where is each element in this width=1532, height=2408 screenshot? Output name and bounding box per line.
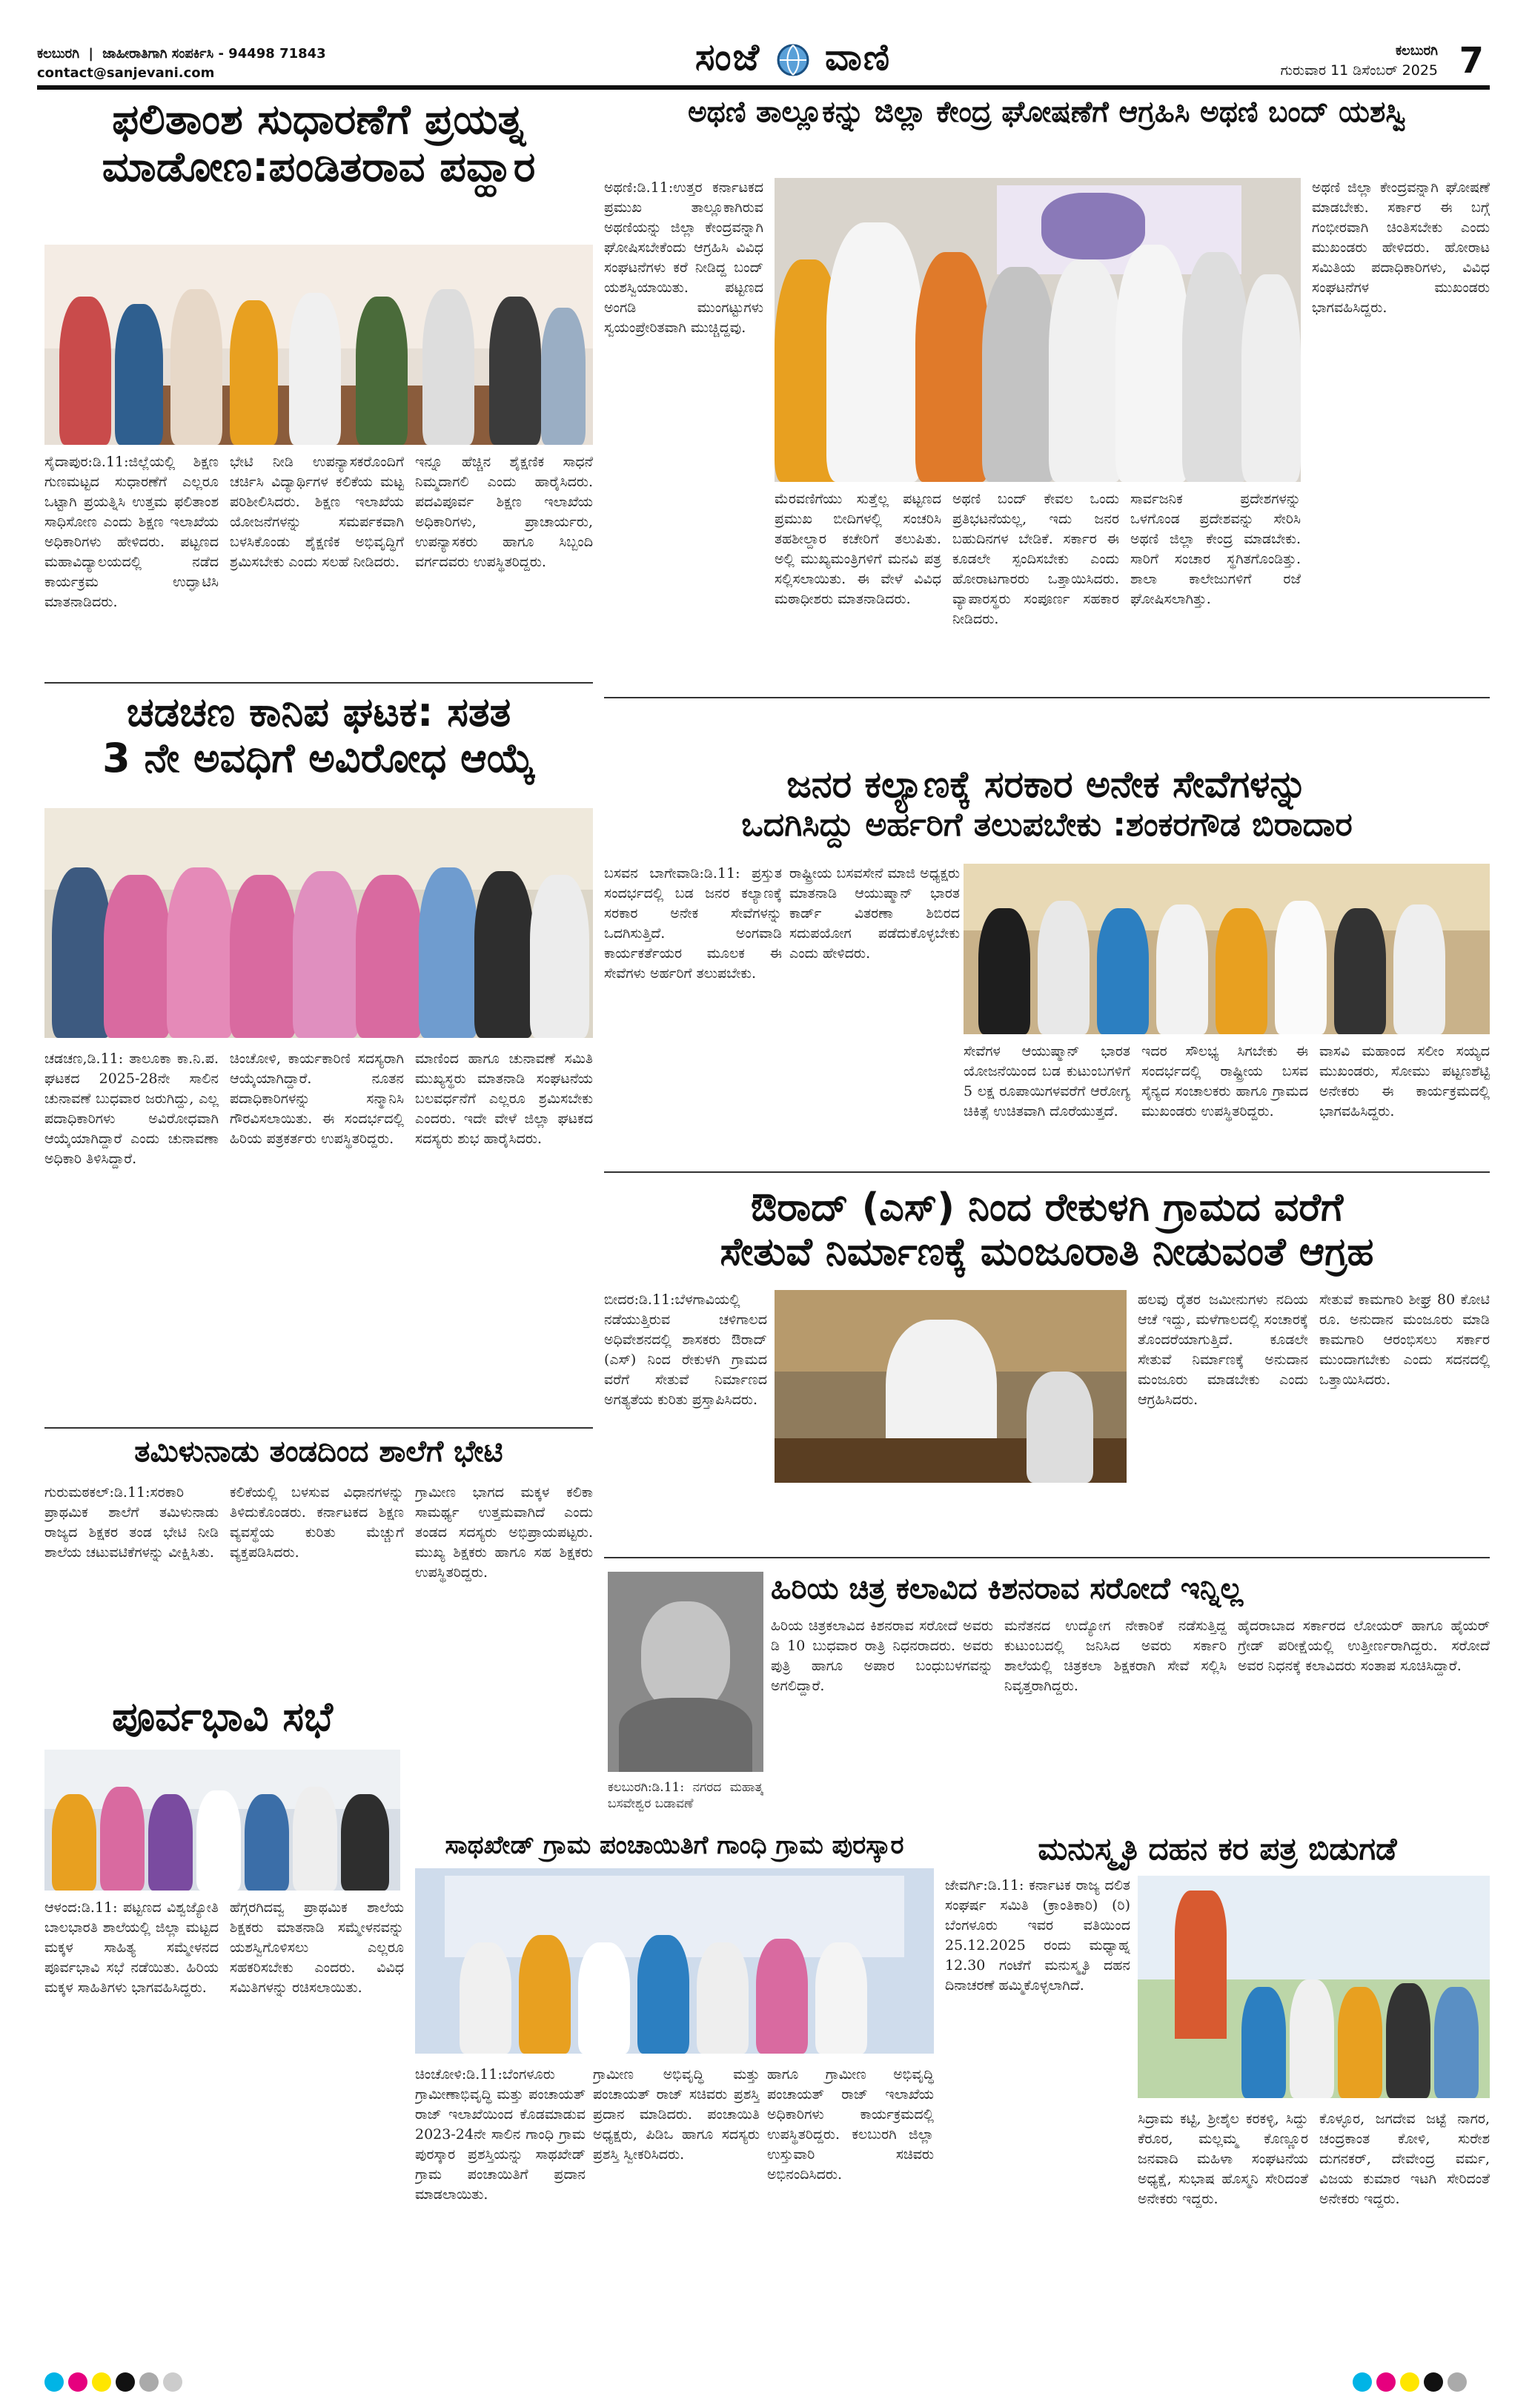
a9-col3: ಹಾಗೂ ಗ್ರಾಮೀಣ ಅಭಿವೃದ್ಧಿ ಪಂಚಾಯತ್ ರಾಜ್ ಇಲಾಖೆಯ ಅಧಿಕಾರಿಗಳು ಕಾರ್ಯಕ್ರಮದಲ್ಲಿ ಉಪಸ್ಥಿತರಿದ್ದರು. ಕಲಬುರಗಿ ಜಿಲ್ಲಾ ಉಸ್ತುವಾರಿ ಸಚಿವರು ಅಭಿನಂದಿಸಿದರು. xyxy=(767,2066,934,2183)
a7-divider xyxy=(604,1557,1490,1558)
masthead-ad-line: ಜಾಹೀರಾತಿಗಾಗಿ ಸಂಪರ್ಕಿಸಿ - 94498 71843 xyxy=(102,46,326,62)
a3-headline-line2: 3 ನೇ ಅವಧಿಗೆ ಅವಿರೋಧ ಆಯ್ಕೆ xyxy=(102,735,535,782)
a2-divider xyxy=(604,697,1490,698)
a6-col4: ಇದರ ಸೌಲಭ್ಯ ಸಿಗಬೇಕು ಈ ಸಂದರ್ಭದಲ್ಲಿ ರಾಷ್ಟ್ರೀಯ ಬಸವ ಸೈನ್ಯದ ಸಂಚಾಲಕರು ಹಾಗೂ ಗ್ರಾಮದ ಮುಖಂಡರು ಉಪಸ್ಥಿತರಿದ್ದರು. xyxy=(1141,1043,1308,1119)
masthead-date: ಗುರುವಾರ 11 ಡಿಸೆಂಬರ್ 2025 xyxy=(1280,62,1438,79)
a8-col2: ಮನೆತನದ ಉದ್ಯೋಗ ನೇಕಾರಿಕೆ ನಡೆಸುತ್ತಿದ್ದ ಕುಟುಂಬದಲ್ಲಿ ಜನಿಸಿದ ಅವರು ಸರ್ಕಾರಿ ಶಾಲೆಯಲ್ಲಿ ಚಿತ್ರಕಲಾ ಶಿಕ್ಷಕರಾಗಿ ಸೇವೆ ಸಲ್ಲಿಸಿ ನಿವೃತ್ತರಾಗಿದ್ದರು. xyxy=(1004,1618,1227,1694)
registration-dots-left xyxy=(44,2372,208,2395)
a6-col3: ಸೇವೆಗಳ ಆಯುಷ್ಮಾನ್ ಭಾರತ ಯೋಜನೆಯಿಂದ ಬಡ ಕುಟುಂಬಗಳಿಗೆ 5 ಲಕ್ಷ ರೂಪಾಯಿಗಳವರೆಗೆ ಆರೋಗ್ಯ ಚಿಕಿತ್ಸೆ ಉಚಿತವಾಗಿ ದೊರೆಯುತ್ತದೆ. xyxy=(964,1043,1130,1119)
a7-col1: ಬೀದರ:ಡಿ.11:ಬೆಳಗಾವಿಯಲ್ಲಿ ನಡೆಯುತ್ತಿರುವ ಚಳಿಗಾಲದ ಅಧಿವೇಶನದಲ್ಲಿ ಶಾಸಕರು ಔರಾದ್ (ಎಸ್) ನಿಂದ ರೇಕುಳಗಿ ಗ್ರಾಮದ ವರೆಗೆ ಸೇತುವೆ ನಿರ್ಮಾಣದ ಅಗತ್ಯತೆಯ ಕುರಿತು ಪ್ರಸ್ತಾಪಿಸಿದರು. xyxy=(604,1291,767,1408)
a2-col3: ಅಥಣಿ ಬಂದ್ ಕೇವಲ ಒಂದು ಪ್ರತಿಭಟನೆಯಲ್ಲ, ಇದು ಜನರ ಬಹುದಿನಗಳ ಬೇಡಿಕೆ. ಸರ್ಕಾರ ಈ ಕೂಡಲೇ ಸ್ಪಂದಿಸಬೇಕು ಎಂದು ಹೋರಾಟಗಾರರು ಒತ್ತಾಯಿಸಿದರು. ವ್ಯಾಪಾರಸ್ಥರು ಸಂಪೂರ್ಣ ಸಹಕಾರ ನೀಡಿದರು. xyxy=(952,491,1119,627)
a10-photo xyxy=(1138,1876,1490,2098)
a3-headline-line1: ಚಡಚಣ ಕಾನಿಪ ಘಟಕ: ಸತತ xyxy=(126,689,511,735)
a1-headline-line2: ಮಾಡೋಣ:ಪಂಡಿತರಾವ ಪವ್ಹಾರ xyxy=(102,143,536,192)
masthead-logo xyxy=(652,36,934,80)
logo-text-right: ವಾಣಿ xyxy=(825,36,892,79)
a6-col5: ವಾಸವಿ ಮಹಾಂದ ಸಲೀಂ ಸಯ್ಯದ ಮುಖಂಡರು, ಸೋಮು ಪಟ್ಟಣಶೆಟ್ಟಿ ಅನೇಕರು ಈ ಕಾರ್ಯಕ್ರಮದಲ್ಲಿ ಭಾಗವಹಿಸಿದ್ದರು. xyxy=(1319,1043,1490,1119)
masthead-rule xyxy=(37,85,1490,90)
masthead xyxy=(37,0,1490,89)
a7-headline xyxy=(604,1186,1490,1275)
logo-text-left: ಸಂಜೆ xyxy=(694,36,761,79)
a6-col2: ರಾಷ್ಟ್ರೀಯ ಬಸವಸೇನೆ ಮಾಜಿ ಅಧ್ಯಕ್ಷರು ಮಾತನಾಡಿ ಆಯುಷ್ಮಾನ್ ಭಾರತ ಕಾರ್ಡ್ ವಿತರಣಾ ಶಿಬಿರದ ಸದುಪಯೋಗ ಪಡೆದುಕೊಳ್ಳಬೇಕು ಎಂದು ಹೇಳಿದರು. xyxy=(789,865,960,962)
a1-col3: ಇನ್ನೂ ಹೆಚ್ಚಿನ ಶೈಕ್ಷಣಿಕ ಸಾಧನೆ ನಿಮ್ಮದಾಗಲಿ ಎಂದು ಹಾರೈಸಿದರು. ಪದವಿಪೂರ್ವ ಶಿಕ್ಷಣ ಇಲಾಖೆಯ ಅಧಿಕಾರಿಗಳು, ಪ್ರಾಚಾರ್ಯರು, ಉಪನ್ಯಾಸಕರು ಹಾಗೂ ಸಿಬ್ಬಂದಿ ವರ್ಗದವರು ಉಪಸ್ಥಿತರಿದ್ದರು. xyxy=(415,454,593,570)
a10-photo-statue xyxy=(1175,1891,1227,2039)
a2-col2: ಮೆರವಣಿಗೆಯು ಸುತ್ತೆಲ್ಲ ಪಟ್ಟಣದ ಪ್ರಮುಖ ಬೀದಿಗಳಲ್ಲಿ ಸಂಚರಿಸಿ ತಹಶೀಲ್ದಾರ ಕಚೇರಿಗೆ ತಲುಪಿತು. ಅಲ್ಲಿ ಮುಖ್ಯಮಂತ್ರಿಗಳಿಗೆ ಮನವಿ ಪತ್ರ ಸಲ್ಲಿಸಲಾಯಿತು. ಈ ವೇಳೆ ವಿವಿಧ ಮಠಾಧೀಶರು ಮಾತನಾಡಿದರು. xyxy=(775,491,941,607)
a6-photo xyxy=(964,864,1490,1034)
a5-col2: ಹೆಗ್ಗರಗಿದವ್ವ ಪ್ರಾಥಮಿಕ ಶಾಲೆಯ ಶಿಕ್ಷಕರು ಮಾತನಾಡಿ ಸಮ್ಮೇಳನವನ್ನು ಯಶಸ್ವಿಗೊಳಿಸಲು ಎಲ್ಲರೂ ಸಹಕರಿಸಬೇಕು ಎಂದರು. ವಿವಿಧ ಸಮಿತಿಗಳನ್ನು ರಚಿಸಲಾಯಿತು. xyxy=(230,1899,404,1996)
a6-headline-line1: ಜನರ ಕಲ್ಯಾಣಕ್ಕೆ ಸರಕಾರ ಅನೇಕ ಸೇವೆಗಳನ್ನು xyxy=(786,763,1307,806)
a2-headline: ಅಥಣಿ ತಾಲ್ಲೂಕನ್ನು ಜಿಲ್ಲಾ ಕೇಂದ್ರ ಘೋಷಣೆಗೆ ಆಗ್ರಹಿಸಿ ಅಥಣಿ ಬಂದ್ ಯಶಸ್ವಿ xyxy=(687,96,1407,129)
a1-headline xyxy=(44,96,593,192)
masthead-email: contact@sanjevani.com xyxy=(37,65,215,81)
a6-headline-line2: ಒದಗಿಸಿದ್ದು ಅರ್ಹರಿಗೆ ತಲುಪಬೇಕು :ಶಂಕರಗೌಡ ಬಿರಾದಾರ xyxy=(741,805,1353,844)
a2-col4: ಸಾರ್ವಜನಿಕ ಪ್ರದೇಶಗಳನ್ನು ಒಳಗೊಂಡ ಪ್ರದೇಶವನ್ನು ಸೇರಿಸಿ ಅಥಣಿ ಜಿಲ್ಲಾ ಕೇಂದ್ರ ಮಾಡಬೇಕು. ಸಾರಿಗೆ ಸಂಚಾರ ಸ್ಥಗಿತಗೊಂಡಿತ್ತು. ಶಾಲಾ ಕಾಲೇಜುಗಳಿಗೆ ರಜೆ ಘೋಷಿಸಲಾಗಿತ್ತು. xyxy=(1130,491,1301,607)
a3-divider xyxy=(44,1427,593,1429)
a8-caption: ಕಲಬುರಗಿ:ಡಿ.11: ನಗರದ ಮಹಾತ್ಮ ಬಸವೇಶ್ವರ ಬಡಾವಣೆ xyxy=(608,1780,763,1811)
a4-col2: ಕಲಿಕೆಯಲ್ಲಿ ಬಳಸುವ ವಿಧಾನಗಳನ್ನು ತಿಳಿದುಕೊಂಡರು. ಕರ್ನಾಟಕದ ಶಿಕ್ಷಣ ವ್ಯವಸ್ಥೆಯ ಕುರಿತು ಮೆಚ್ಚುಗೆ ವ್ಯಕ್ತಪಡಿಸಿದರು. xyxy=(230,1484,404,1561)
a10-col3: ಕೊಳ್ಳೂರ, ಜಗದೇವ ಜಟ್ಟೆ ನಾಗರ, ಚಂದ್ರಕಾಂತ ಕೋಳಿ, ಸುರೇಶ ದುಗನಕರ್, ದೇವೇಂದ್ರ ವರ್ಮ, ವಿಜಯ ಕುಮಾರ ಇಟಗಿ ಸೇರಿದಂತೆ ಅನೇಕರು ಇದ್ದರು. xyxy=(1319,2111,1490,2207)
a4-col3: ಗ್ರಾಮೀಣ ಭಾಗದ ಮಕ್ಕಳ ಕಲಿಕಾ ಸಾಮರ್ಥ್ಯ ಉತ್ತಮವಾಗಿದೆ ಎಂದು ತಂಡದ ಸದಸ್ಯರು ಅಭಿಪ್ರಾಯಪಟ್ಟರು. ಮುಖ್ಯ ಶಿಕ್ಷಕರು ಹಾಗೂ ಸಹ ಶಿಕ್ಷಕರು ಉಪಸ್ಥಿತರಿದ್ದರು. xyxy=(415,1484,593,1581)
a7-col2: ಹಲವು ರೈತರ ಜಮೀನುಗಳು ನದಿಯ ಆಚೆ ಇದ್ದು, ಮಳೆಗಾಲದಲ್ಲಿ ಸಂಚಾರಕ್ಕೆ ತೊಂದರೆಯಾಗುತ್ತಿದೆ. ಕೂಡಲೇ ಸೇತುವೆ ನಿರ್ಮಾಣಕ್ಕೆ ಅನುದಾನ ಮಂಜೂರು ಮಾಡಬೇಕು ಎಂದು ಆಗ್ರಹಿಸಿದರು. xyxy=(1138,1291,1308,1408)
a5-col1: ಆಳಂದ:ಡಿ.11: ಪಟ್ಟಣದ ವಿಶ್ವಜ್ಯೋತಿ ಬಾಲಭಾರತಿ ಶಾಲೆಯಲ್ಲಿ ಜಿಲ್ಲಾ ಮಟ್ಟದ ಮಕ್ಕಳ ಸಾಹಿತ್ಯ ಸಮ್ಮೇಳನದ ಪೂರ್ವಭಾವಿ ಸಭೆ ನಡೆಯಿತು. ಹಿರಿಯ ಮಕ್ಕಳ ಸಾಹಿತಿಗಳು ಭಾಗವಹಿಸಿದ್ದರು. xyxy=(44,1899,219,1996)
a3-photo xyxy=(44,808,593,1038)
a8-col3: ಹೈದರಾಬಾದ ಸರ್ಕಾರದ ಲೋಯರ್ ಹಾಗೂ ಹೈಯರ್ ಗ್ರೇಡ್ ಪರೀಕ್ಷೆಯಲ್ಲಿ ಉತ್ತೀರ್ಣರಾಗಿದ್ದರು. ಸರೋದೆ ಅವರ ನಿಧನಕ್ಕೆ ಕಲಾವಿದರು ಸಂತಾಪ ಸೂಚಿಸಿದ್ದಾರೆ. xyxy=(1238,1618,1490,1674)
a9-photo xyxy=(415,1868,934,2054)
page-number: 7 xyxy=(1459,40,1484,82)
a2-photo xyxy=(775,178,1301,482)
a9-col1: ಚಿಂಚೋಳಿ:ಡಿ.11:ಬೆಂಗಳೂರು ಗ್ರಾಮೀಣಾಭಿವೃದ್ಧಿ ಮತ್ತು ಪಂಚಾಯತ್ ರಾಜ್ ಇಲಾಖೆಯಿಂದ ಕೊಡಮಾಡುವ 2023-24ನೇ ಸಾಲಿನ ಗಾಂಧಿ ಗ್ರಾಮ ಪುರಸ್ಕಾರ ಪ್ರಶಸ್ತಿಯನ್ನು ಸಾಥಖೇಡ್ ಗ್ರಾಮ ಪಂಚಾಯಿತಿಗೆ ಪ್ರದಾನ ಮಾಡಲಾಯಿತು. xyxy=(415,2066,586,2203)
a6-headline xyxy=(604,764,1490,844)
a10-headline: ಮನುಸ್ಮೃತಿ ದಹನ ಕರ ಪತ್ರ ಬಿಡುಗಡೆ xyxy=(1038,1830,1397,1867)
a4-headline: ತಮಿಳುನಾಡು ತಂಡದಿಂದ ಶಾಲೆಗೆ ಭೇಟಿ xyxy=(134,1435,503,1469)
a6-divider xyxy=(604,1171,1490,1173)
masthead-left: ಕಲಬುರಗಿ | ಜಾಹೀರಾತಿಗಾಗಿ ಸಂಪರ್ಕಿಸಿ - 94498 71843 xyxy=(37,46,326,62)
a7-photo xyxy=(775,1290,1127,1483)
a3-col1: ಚಡಚಣ,ಡಿ.11: ತಾಲೂಕಾ ಕಾ.ನಿ.ಪ. ಘಟಕದ 2025-28ನೇ ಸಾಲಿನ ಚುನಾವಣೆ ಬುಧವಾರ ಜರುಗಿದ್ದು, ಎಲ್ಲ ಪದಾಧಿಕಾರಿಗಳು ಅವಿರೋಧವಾಗಿ ಆಯ್ಕೆಯಾಗಿದ್ದಾರೆ ಎಂದು ಚುನಾವಣಾ ಅಧಿಕಾರಿ ತಿಳಿಸಿದ್ದಾರೆ. xyxy=(44,1051,219,1167)
a10-col2: ಸಿದ್ರಾಮ ಕಟ್ಟಿ, ಶ್ರೀಶೈಲ ಕರಕಳ್ಳಿ, ಸಿದ್ದು ಕೆರೂರ, ಮಲ್ಲಮ್ಮ ಕೊಣ್ಣೂರ ಜನವಾದಿ ಮಹಿಳಾ ಸಂಘಟನೆಯ ಅಧ್ಯಕ್ಷೆ, ಸುಭಾಷ ಹೊಸ್ಮನಿ ಸೇರಿದಂತೆ ಅನೇಕರು ಇದ್ದರು. xyxy=(1138,2111,1308,2207)
a10-col1: ಜೇವರ್ಗಿ:ಡಿ.11: ಕರ್ನಾಟಕ ರಾಜ್ಯ ದಲಿತ ಸಂಘರ್ಷ ಸಮಿತಿ (ಕ್ರಾಂತಿಕಾರಿ) (ರಿ) ಬೆಂಗಳೂರು ಇವರ ವತಿಯಿಂದ 25.12.2025 ರಂದು ಮಧ್ಯಾಹ್ನ 12.30 ಗಂಟೆಗೆ ಮನುಸ್ಮೃತಿ ದಹನ ದಿನಾಚರಣೆ ಹಮ್ಮಿಕೊಳ್ಳಲಾಗಿದೆ. xyxy=(945,1877,1130,1994)
a5-headline: ಪೂರ್ವಭಾವಿ ಸಭೆ xyxy=(44,1694,400,1740)
a3-headline xyxy=(44,689,593,781)
a1-photo xyxy=(44,245,593,445)
a8-portrait-body xyxy=(619,1698,752,1772)
masthead-city-right: ಕಲಬುರಗಿ xyxy=(1395,43,1438,59)
a1-col1: ಸೈದಾಪುರ:ಡಿ.11:ಜಿಲ್ಲೆಯಲ್ಲಿ ಶಿಕ್ಷಣ ಗುಣಮಟ್ಟದ ಸುಧಾರಣೆಗೆ ಎಲ್ಲರೂ ಒಟ್ಟಾಗಿ ಪ್ರಯತ್ನಿಸಿ ಉತ್ತಮ ಫಲಿತಾಂಶ ಸಾಧಿಸೋಣ ಎಂದು ಶಿಕ್ಷಣ ಇಲಾಖೆಯ ಅಧಿಕಾರಿಗಳು ಹೇಳಿದರು. ಪಟ್ಟಣದ ಮಹಾವಿದ್ಯಾಲಯದಲ್ಲಿ ನಡೆದ ಕಾರ್ಯಕ್ರಮ ಉದ್ಘಾಟಿಸಿ ಮಾತನಾಡಿದರು. xyxy=(44,454,219,610)
a1-col2: ಭೇಟಿ ನೀಡಿ ಉಪನ್ಯಾಸಕರೊಂದಿಗೆ ಚರ್ಚಿಸಿ ವಿದ್ಯಾರ್ಥಿಗಳ ಕಲಿಕೆಯ ಮಟ್ಟ ಪರಿಶೀಲಿಸಿದರು. ಶಿಕ್ಷಣ ಇಲಾಖೆಯ ಯೋಜನೆಗಳನ್ನು ಸಮರ್ಪಕವಾಗಿ ಬಳಸಿಕೊಂಡು ಶೈಕ್ಷಣಿಕ ಅಭಿವೃದ್ಧಿಗೆ ಶ್ರಮಿಸಬೇಕು ಎಂದು ಸಲಹೆ ನೀಡಿದರು. xyxy=(230,454,404,570)
a2-col5: ಅಥಣಿ ಜಿಲ್ಲಾ ಕೇಂದ್ರವನ್ನಾಗಿ ಘೋಷಣೆ ಮಾಡಬೇಕು. ಸರ್ಕಾರ ಈ ಬಗ್ಗೆ ಗಂಭೀರವಾಗಿ ಚಿಂತಿಸಬೇಕು ಎಂದು ಮುಖಂಡರು ಹೇಳಿದರು. ಹೋರಾಟ ಸಮಿತಿಯ ಪದಾಧಿಕಾರಿಗಳು, ವಿವಿಧ ಸಂಘಟನೆಗಳ ಮುಖಂಡರು ಭಾಗವಹಿಸಿದ್ದರು. xyxy=(1312,179,1490,316)
a7-headline-line2: ಸೇತುವೆ ನಿರ್ಮಾಣಕ್ಕೆ ಮಂಜೂರಾತಿ ನೀಡುವಂತೆ ಆಗ್ರಹ xyxy=(720,1229,1374,1274)
a8-portrait xyxy=(608,1572,763,1772)
a9-col2: ಗ್ರಾಮೀಣ ಅಭಿವೃದ್ಧಿ ಮತ್ತು ಪಂಚಾಯತ್ ರಾಜ್ ಸಚಿವರು ಪ್ರಶಸ್ತಿ ಪ್ರದಾನ ಮಾಡಿದರು. ಪಂಚಾಯಿತಿ ಅಧ್ಯಕ್ಷರು, ಪಿಡಿಒ ಹಾಗೂ ಸದಸ್ಯರು ಪ್ರಶಸ್ತಿ ಸ್ವೀಕರಿಸಿದರು. xyxy=(593,2066,760,2163)
a7-headline-line1: ಔರಾದ್ (ಎಸ್) ನಿಂದ ರೇಕುಳಗಿ ಗ್ರಾಮದ ವರೆಗೆ xyxy=(750,1185,1344,1230)
a8-headline: ಹಿರಿಯ ಚಿತ್ರ ಕಲಾವಿದ ಕಿಶನರಾವ ಸರೋದೆ ಇನ್ನಿಲ್ಲ xyxy=(771,1572,1244,1606)
registration-dots-right xyxy=(1353,2372,1493,2395)
a3-col3: ಮಾಣಿಂದ ಹಾಗೂ ಚುನಾವಣೆ ಸಮಿತಿ ಮುಖ್ಯಸ್ಥರು ಮಾತನಾಡಿ ಸಂಘಟನೆಯ ಬಲವರ್ಧನೆಗೆ ಎಲ್ಲರೂ ಶ್ರಮಿಸಬೇಕು ಎಂದರು. ಇದೇ ವೇಳೆ ಜಿಲ್ಲಾ ಘಟಕದ ಸದಸ್ಯರು ಶುಭ ಹಾರೈಸಿದರು. xyxy=(415,1051,593,1147)
a8-portrait-face xyxy=(641,1601,730,1713)
a8-col1: ಹಿರಿಯ ಚಿತ್ರಕಲಾವಿದ ಕಿಶನರಾವ ಸರೋದೆ ಅವರು ಡಿ 10 ಬುಧವಾರ ರಾತ್ರಿ ನಿಧನರಾದರು. ಅವರು ಪುತ್ರಿ ಹಾಗೂ ಅಪಾರ ಬಂಧುಬಳಗವನ್ನು ಅಗಲಿದ್ದಾರೆ. xyxy=(771,1618,993,1694)
a2-photo-map xyxy=(1041,193,1145,259)
a9-headline: ಸಾಥಖೇಡ್ ಗ್ರಾಮ ಪಂಚಾಯಿತಿಗೆ ಗಾಂಧಿ ಗ್ರಾಮ ಪುರಸ್ಕಾರ xyxy=(445,1830,904,1860)
a6-col1: ಬಸವನ ಬಾಗೇವಾಡಿ:ಡಿ.11: ಪ್ರಸ್ತುತ ಸಂದರ್ಭದಲ್ಲಿ ಬಡ ಜನರ ಕಲ್ಯಾಣಕ್ಕೆ ಸರಕಾರ ಅನೇಕ ಸೇವೆಗಳನ್ನು ಒದಗಿಸುತ್ತಿದೆ. ಅಂಗವಾಡಿ ಕಾರ್ಯಕರ್ತೆಯರ ಮೂಲಕ ಈ ಸೇವೆಗಳು ಅರ್ಹರಿಗೆ ತಲುಪಬೇಕು. xyxy=(604,865,782,982)
a2-col1: ಅಥಣಿ:ಡಿ.11:ಉತ್ತರ ಕರ್ನಾಟಕದ ಪ್ರಮುಖ ತಾಲ್ಲೂಕಾಗಿರುವ ಅಥಣಿಯನ್ನು ಜಿಲ್ಲಾ ಕೇಂದ್ರವನ್ನಾಗಿ ಘೋಷಿಸಬೇಕೆಂದು ಆಗ್ರಹಿಸಿ ವಿವಿಧ ಸಂಘಟನೆಗಳು ಕರೆ ನೀಡಿದ್ದ ಬಂದ್ ಯಶಸ್ವಿಯಾಯಿತು. ಪಟ್ಟಣದ ಅಂಗಡಿ ಮುಂಗಟ್ಟುಗಳು ಸ್ವಯಂಪ್ರೇರಿತವಾಗಿ ಮುಚ್ಚಿದ್ದವು. xyxy=(604,179,763,336)
a3-col2: ಚಿಂಚೋಳಿ, ಕಾರ್ಯಕಾರಿಣಿ ಸದಸ್ಯರಾಗಿ ಆಯ್ಕೆಯಾಗಿದ್ದಾರೆ. ನೂತನ ಪದಾಧಿಕಾರಿಗಳನ್ನು ಸನ್ಮಾನಿಸಿ ಗೌರವಿಸಲಾಯಿತು. ಈ ಸಂದರ್ಭದಲ್ಲಿ ಹಿರಿಯ ಪತ್ರಕರ್ತರು ಉಪಸ್ಥಿತರಿದ್ದರು. xyxy=(230,1051,404,1147)
a7-col3: ಸೇತುವೆ ಕಾಮಗಾರಿ ಶೀಘ್ರ 80 ಕೋಟಿ ರೂ. ಅನುದಾನ ಮಂಜೂರು ಮಾಡಿ ಕಾಮಗಾರಿ ಆರಂಭಿಸಲು ಸರ್ಕಾರ ಮುಂದಾಗಬೇಕು ಎಂದು ಸದನದಲ್ಲಿ ಒತ್ತಾಯಿಸಿದರು. xyxy=(1319,1291,1490,1388)
a1-headline-line1: ಫಲಿತಾಂಶ ಸುಧಾರಣೆಗೆ ಪ್ರಯತ್ನ xyxy=(112,96,525,144)
a4-col1: ಗುರುಮಠಕಲ್:ಡಿ.11:ಸರಕಾರಿ ಪ್ರಾಥಮಿಕ ಶಾಲೆಗೆ ತಮಿಳುನಾಡು ರಾಜ್ಯದ ಶಿಕ್ಷಕರ ತಂಡ ಭೇಟಿ ನೀಡಿ ಶಾಲೆಯ ಚಟುವಟಿಕೆಗಳನ್ನು ವೀಕ್ಷಿಸಿತು. xyxy=(44,1484,219,1561)
logo-globe-icon xyxy=(775,42,811,78)
a1-divider xyxy=(44,682,593,684)
masthead-city-left: ಕಲಬುರಗಿ xyxy=(37,46,80,62)
a5-photo xyxy=(44,1750,400,1891)
